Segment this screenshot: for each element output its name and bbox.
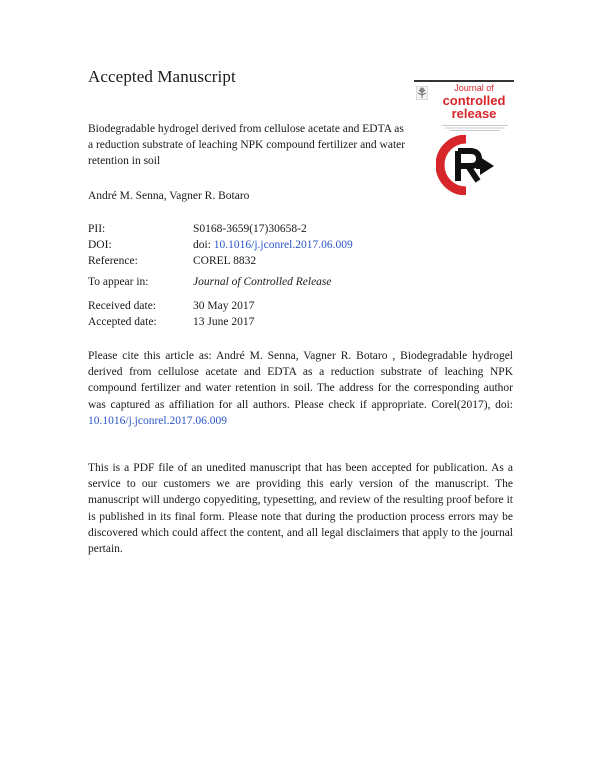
accepted-value: 13 June 2017 (193, 316, 255, 328)
page-heading: Accepted Manuscript (88, 67, 236, 86)
article-authors: André M. Senna, Vagner R. Botaro (88, 190, 250, 202)
journal-name-line1: Journal of (454, 83, 494, 93)
accepted-label: Accepted date: (88, 316, 157, 328)
doi-label: DOI: (88, 239, 112, 251)
reference-label: Reference: (88, 255, 138, 267)
received-value: 30 May 2017 (193, 300, 255, 312)
pii-label: PII: (88, 223, 106, 235)
logo-top-rule (414, 80, 514, 82)
reference-value: COREL 8832 (193, 255, 257, 267)
appear-value: Journal of Controlled Release (193, 276, 332, 288)
doi-link[interactable]: 10.1016/j.jconrel.2017.06.009 (213, 239, 353, 251)
logo-fine-print (440, 124, 510, 132)
citation-paragraph (88, 348, 513, 429)
cr-emblem-icon (436, 135, 502, 195)
received-label: Received date: (88, 300, 157, 312)
article-title: Biodegradable hydrogel derived from cellulose acetate and EDTA as a reduction substrate of leaching NPK compound fertilizer and water retention in soil (88, 123, 406, 167)
doi-prefix: doi: (193, 239, 211, 251)
citation-text: Please cite this article as: André M. Senna, Vagner R. Botaro , Biodegradable hydrogel derived from cellulose acetate and EDTA as a reduction substrate of leaching NPK compound fertilizer and water retention in soil. The address for the corresponding author was captured as affiliation for all authors. Please check if appropriate. Corel(2017), doi: (88, 350, 513, 411)
journal-logo (414, 80, 514, 192)
publisher-tree-icon (416, 86, 428, 100)
journal-name-line3: release (451, 106, 497, 121)
journal-name (434, 84, 514, 120)
appear-label: To appear in: (88, 276, 149, 288)
pii-value: S0168-3659(17)30658-2 (193, 223, 307, 235)
journal-name-line2: controlled (442, 93, 506, 108)
citation-doi-link[interactable]: 10.1016/j.jconrel.2017.06.009 (88, 414, 227, 427)
doi-value-group (193, 237, 353, 253)
disclaimer-paragraph: This is a PDF file of an unedited manuscript that has been accepted for publication. As a service to our customers we are providing this early version of the manuscript. The manuscript will undergo copyediting, typesetting, and review of the resulting proof before it is published in its final form. Please note that during the production process errors may be discovered which could affect the content, and all legal disclaimers that apply to the journal pertain. (88, 462, 513, 556)
